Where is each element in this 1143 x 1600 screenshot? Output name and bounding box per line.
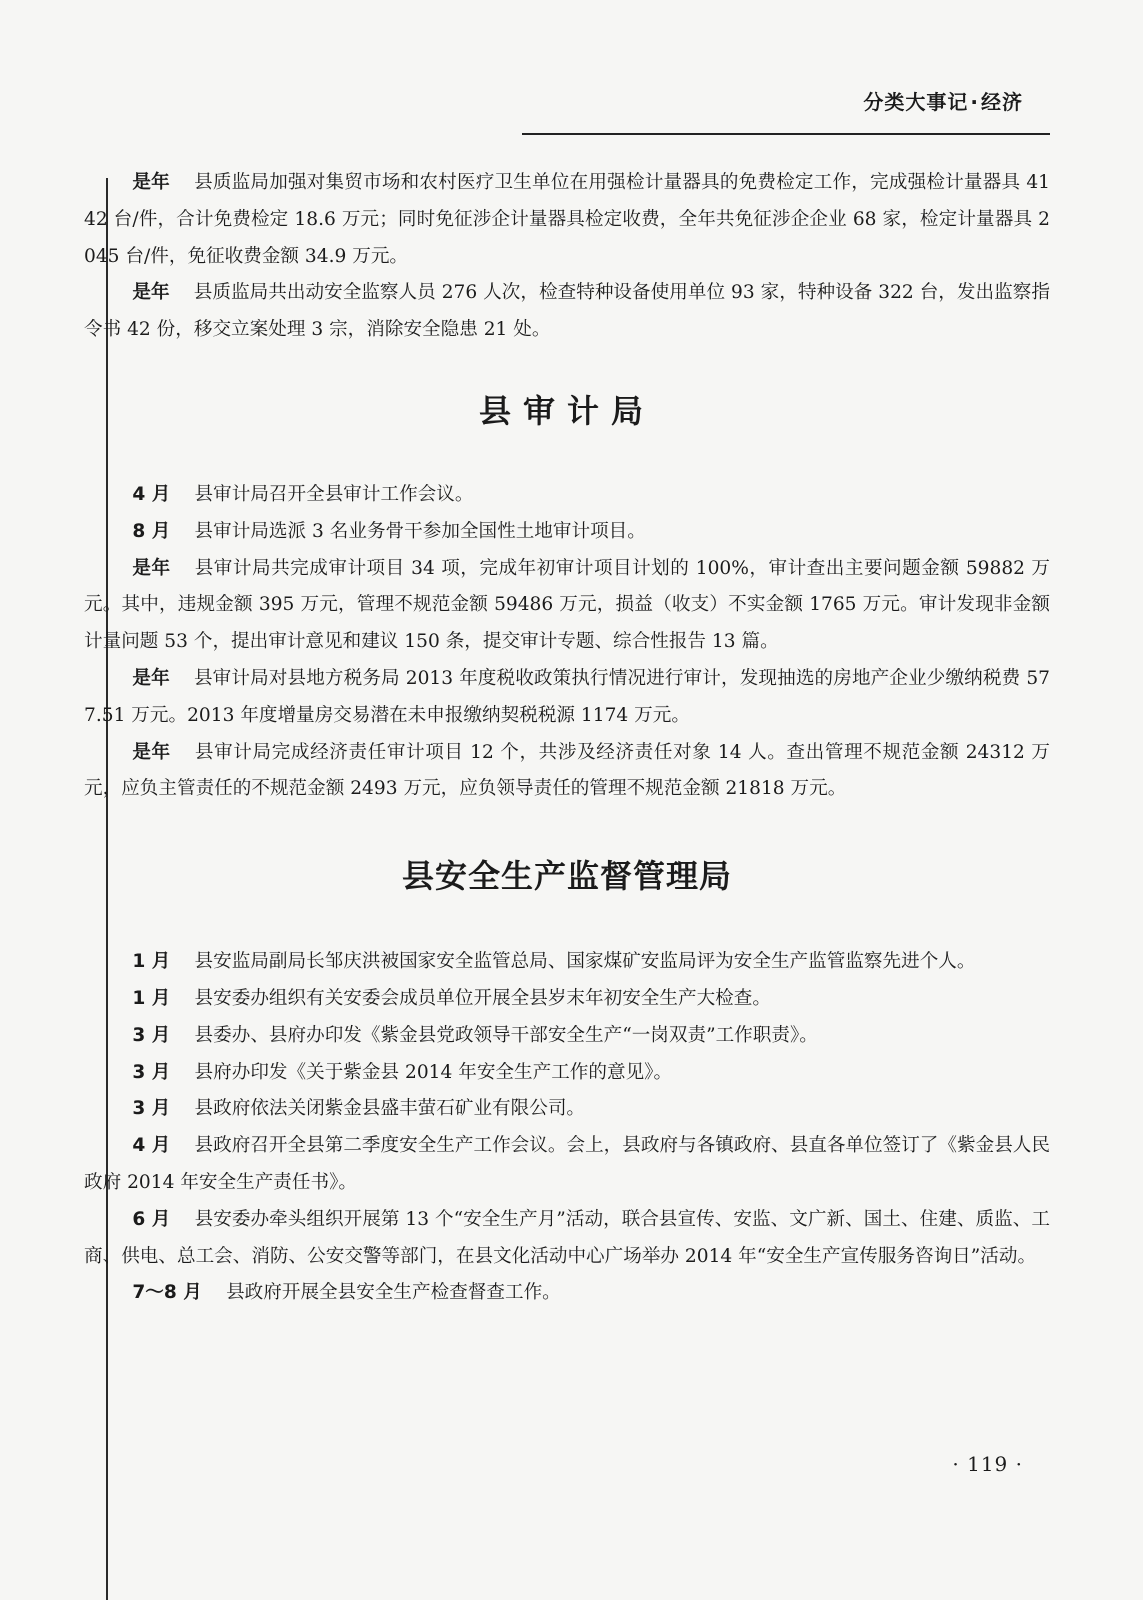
entry-date: 6 月: [132, 1208, 171, 1230]
entry-text: 县审计局对县地方税务局 2013 年度税收政策执行情况进行审计，发现抽选的房地产企业少缴纳税费 577.51 万元。2013 年度增量房交易潜在未申报缴纳契税税源 1174 万元。: [84, 667, 1050, 726]
header-section: 分类大事记: [863, 90, 969, 114]
entry-date: 是年: [132, 557, 171, 579]
section-title-safety: 县安全生产监督管理局: [401, 857, 732, 896]
running-header: [863, 86, 1023, 115]
entry-date: 是年: [132, 667, 170, 689]
entry-date: 是年: [132, 172, 170, 193]
entry-text: 县安监局副局长邹庆洪被国家安全监管总局、国家煤矿安监局评为安全生产监管监察先进个人。: [194, 951, 976, 973]
entry-text: 县政府依法关闭紫金县盛丰萤石矿业有限公司。: [194, 1098, 586, 1120]
page-body: [84, 165, 1050, 1312]
page-number: · 119 ·: [952, 1452, 1023, 1476]
entry-text: 县安委办组织有关安委会成员单位开展全县岁末年初安全生产大检查。: [194, 987, 771, 1009]
entry-date: 是年: [132, 741, 171, 763]
entry-date: 1 月: [132, 987, 171, 1009]
entry: [84, 1128, 1050, 1202]
entry-text: 县审计局共完成审计项目 34 项，完成年初审计项目计划的 100%，审计查出主要问题金额 59882 万元。其中，违规金额 395 万元，管理不规范金额 59486 万元，损益（收支）不实金额 1765 万元。审计发现非金额计量问题 53 个，提出审计意见和建议 150 条，提交审计专题、综合性报告 13 篇。: [84, 557, 1050, 653]
entry-text: 县政府召开全县第二季度安全生产工作会议。会上，县政府与各镇政府、县直各单位签订了《紫金县人民政府 2014 年安全生产责任书》。: [84, 1135, 1050, 1193]
entry: [84, 661, 1050, 735]
entry: [84, 514, 1050, 551]
entry-text: 县政府开展全县安全生产检查督查工作。: [226, 1282, 561, 1304]
entry: [84, 1018, 1050, 1055]
entry-date: 3 月: [132, 1024, 171, 1046]
entry-date: 3 月: [132, 1061, 171, 1083]
entry-text: 县审计局召开全县审计工作会议。: [194, 483, 474, 505]
header-rule: [522, 133, 1050, 135]
entry-date: 8 月: [132, 520, 171, 542]
entry: [84, 944, 1050, 981]
entry: [84, 1202, 1050, 1276]
entry: [84, 735, 1050, 809]
entry-text: 县审计局完成经济责任审计项目 12 个，共涉及经济责任对象 14 人。查出管理不规范金额 24312 万元，应负主管责任的不规范金额 2493 万元，应负领导责任的管理不规范金额 21818 万元。: [84, 741, 1050, 800]
entry: [84, 477, 1050, 514]
entry: [84, 275, 1050, 349]
entry-date: 4 月: [132, 483, 171, 505]
entry-text: 县委办、县府办印发《紫金县党政领导干部安全生产“一岗双责”工作职责》。: [194, 1024, 818, 1046]
entry: [84, 981, 1050, 1018]
section-title-audit: 县审计局: [478, 391, 655, 430]
entry: [84, 551, 1050, 661]
entry-date: 4 月: [132, 1135, 171, 1157]
entry-date: 1 月: [132, 951, 171, 973]
entry: [84, 1055, 1050, 1092]
entry-date: 3 月: [132, 1098, 171, 1120]
entry-text: 县府办印发《关于紫金县 2014 年安全生产工作的意见》。: [194, 1061, 673, 1083]
entry: [84, 165, 1050, 275]
header-category: 经济: [981, 90, 1023, 114]
entry-text: 县审计局选派 3 名业务骨干参加全国性土地审计项目。: [194, 520, 646, 542]
entry-date: 7～8 月: [132, 1282, 202, 1304]
entry-text: 县质监局共出动安全监察人员 276 人次，检查特种设备使用单位 93 家，特种设备 322 台，发出监察指令书 42 份，移交立案处理 3 宗，消除安全隐患 21 处。: [84, 282, 1050, 341]
entry: [84, 1091, 1050, 1128]
entry-text: 县质监局加强对集贸市场和农村医疗卫生单位在用强检计量器具的免费检定工作，完成强检计量器具 4142 台/件，合计免费检定 18.6 万元；同时免征涉企计量器具检定收费，全年共免征涉企企业 68 家，检定计量器具 2045 台/件，免征收费金额 34.9 万元。: [84, 172, 1050, 267]
entry: [84, 1275, 1050, 1312]
entry-text: 县安委办牵头组织开展第 13 个“安全生产月”活动，联合县宣传、安监、文广新、国土、住建、质监、工商、供电、总工会、消防、公安交警等部门，在县文化活动中心广场举办 2014 年“安全生产宣传服务咨询日”活动。: [84, 1208, 1050, 1267]
header-separator: ·: [970, 90, 979, 114]
entry-date: 是年: [132, 282, 170, 304]
